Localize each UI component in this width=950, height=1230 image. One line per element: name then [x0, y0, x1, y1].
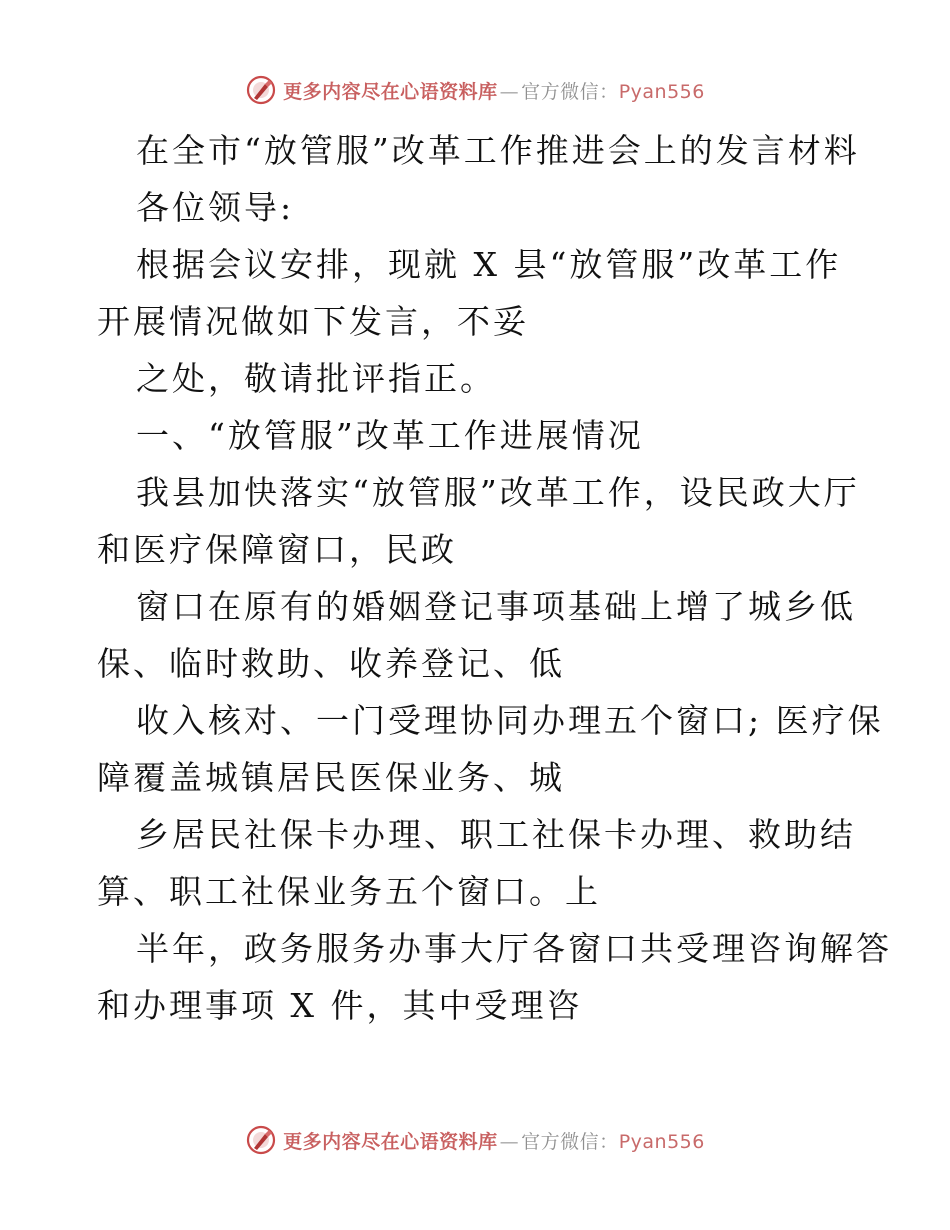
watermark-brand: 更多内容尽在心语资料库: [283, 80, 498, 103]
section-heading: 一、“放管服”改革工作进展情况: [136, 416, 644, 455]
paragraph-line: 我县加快落实“放管服”改革工作，设民政大厅: [136, 473, 860, 512]
paragraph-line: 和办理事项 X 件，其中受理咨: [97, 986, 583, 1025]
pen-logo-icon: [245, 1124, 277, 1156]
footer-watermark: [0, 1120, 950, 1160]
paragraph-line: 收入核对、一门受理协同办理五个窗口; 医疗保: [136, 701, 884, 740]
paragraph-line: 窗口在原有的婚姻登记事项基础上增了城乡低: [136, 587, 856, 626]
watermark-text: [283, 1127, 705, 1154]
paragraph-line: 开展情况做如下发言，不妥: [97, 302, 529, 341]
paragraph-line: 算、职工社保业务五个窗口。上: [97, 872, 601, 911]
watermark-dash: —: [499, 80, 520, 103]
watermark-wechat-label: 官方微信：: [521, 80, 619, 103]
watermark-text: [283, 77, 705, 104]
pen-logo-icon: [245, 74, 277, 106]
paragraph-line: 和医疗保障窗口，民政: [97, 530, 457, 569]
paragraph-line: 乡居民社保卡办理、职工社保卡办理、救助结: [136, 815, 856, 854]
paragraph-line: 之处，敬请批评指正。: [136, 359, 496, 398]
salutation: 各位领导:: [136, 188, 295, 227]
paragraph-line: 保、临时救助、收养登记、低: [97, 644, 565, 683]
document-body: [97, 122, 892, 1034]
header-watermark: [0, 70, 950, 110]
paragraph-line: 障覆盖城镇居民医保业务、城: [97, 758, 565, 797]
watermark-dash: —: [499, 1130, 520, 1153]
document-title: 在全市“放管服”改革工作推进会上的发言材料: [136, 131, 860, 170]
paragraph-line: 根据会议安排，现就 X 县“放管服”改革工作: [136, 245, 842, 284]
watermark-brand: 更多内容尽在心语资料库: [283, 1130, 498, 1153]
watermark-wechat-label: 官方微信：: [521, 1130, 619, 1153]
watermark-wechat-id: Pyan556: [618, 80, 705, 103]
paragraph-line: 半年，政务服务办事大厅各窗口共受理咨询解答: [136, 929, 892, 968]
watermark-wechat-id: Pyan556: [618, 1130, 705, 1153]
